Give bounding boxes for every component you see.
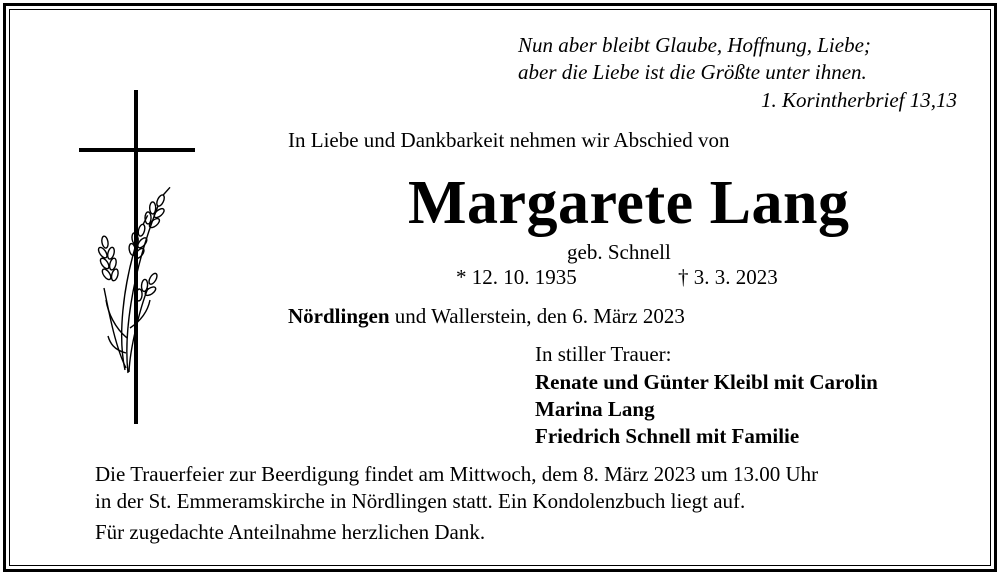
place-date (288, 306, 685, 327)
birth-date: * 12. 10. 1935 (456, 265, 577, 289)
intro-text: In Liebe und Dankbarkeit nehmen wir Abschied von (288, 128, 730, 152)
mourner-name: Friedrich Schnell mit Familie (535, 424, 800, 448)
verse-line-1: Nun aber bleibt Glaube, Hoffnung, Liebe; (518, 33, 871, 57)
mourners-heading: In stiller Trauer: (535, 342, 672, 366)
place-date-rest: und Wallerstein, den 6. März 2023 (389, 304, 685, 328)
verse-reference: 1. Korintherbrief 13,13 (760, 88, 957, 112)
maiden-name: geb. Schnell (567, 240, 671, 264)
place-town: Nördlingen (288, 304, 390, 328)
mourner-name: Renate und Günter Kleibl mit Carolin (535, 370, 878, 394)
death-date: † 3. 3. 2023 (678, 265, 778, 289)
verse-line-2: aber die Liebe ist die Größte unter ihnen. (518, 60, 867, 84)
deceased-name: Margarete Lang (408, 169, 850, 237)
funeral-line-1: Die Trauerfeier zur Beerdigung findet am Mittwoch, dem 8. März 2023 um 13.00 Uhr (95, 462, 819, 486)
mourner-name: Marina Lang (535, 397, 655, 421)
thanks-line: Für zugedachte Anteilnahme herzlichen Dank. (95, 520, 486, 544)
funeral-line-2: in der St. Emmeramskirche in Nördlingen statt. Ein Kondolenzbuch liegt auf. (95, 489, 746, 513)
cross-with-wheat-icon (70, 88, 205, 428)
